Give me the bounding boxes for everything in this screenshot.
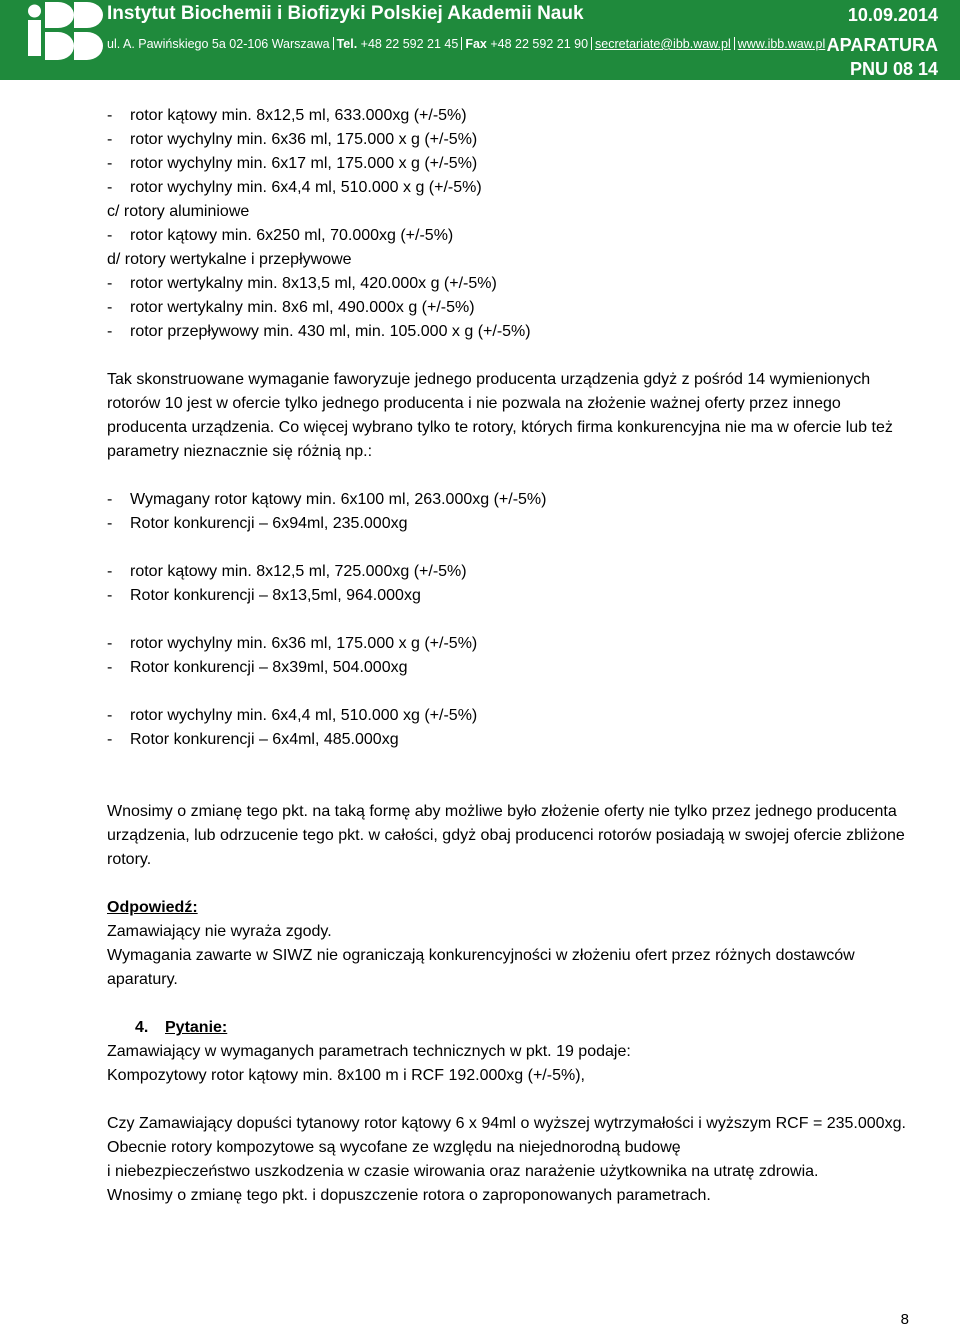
list-item: - rotor wertykalny min. 8x6 ml, 490.000x g (+/-5%) [107,299,475,316]
contact-line [107,37,825,51]
list-item: - rotor przepływowy min. 430 ml, min. 105.000 x g (+/-5%) [107,323,531,340]
separator [734,37,735,50]
section-heading-d: d/ rotory wertykalne i przepływowe [107,251,352,268]
list-item: - rotor kątowy min. 8x12,5 ml, 725.000xg (+/-5%) [107,563,467,580]
list-item: - rotor wertykalny min. 8x13,5 ml, 420.000x g (+/-5%) [107,275,497,292]
question-text: Obecnie rotory kompozytowe są wycofane ze względu na niejednorodną budowę [107,1139,681,1156]
list-item: - rotor wychylny min. 6x4,4 ml, 510.000 x g (+/-5%) [107,179,482,196]
address: ul. A. Pawińskiego 5a 02-106 Warszawa [107,37,330,51]
paragraph: Wnosimy o zmianę tego pkt. na taką formę aby możliwe było złożenie oferty nie tylko przez jednego producenta urządzenia, lub odrzucenie tego pkt. w całości, gdyż obaj producenci rotorów posiadają w swojej ofercie zbliżone rotory. [107,803,905,868]
answer-text: Zamawiający nie wyraża zgody. [107,923,332,940]
separator [591,37,592,50]
list-item: - rotor wychylny min. 6x4,4 ml, 510.000 xg (+/-5%) [107,707,478,724]
comparison-group [107,560,917,608]
list-item: - Wymagany rotor kątowy min. 6x100 ml, 263.000xg (+/-5%) [107,491,547,508]
question-text: Czy Zamawiający dopuści tytanowy rotor kątowy 6 x 94ml o wyższej wytrzymałości i wyższym RCF = 235.000xg. [107,1115,906,1132]
question-text: Wnosimy o zmianę tego pkt. i dopuszczenie rotora o zaproponowanych parametrach. [107,1187,711,1204]
comparison-group [107,632,917,680]
section-heading-c: c/ rotory aluminiowe [107,203,250,220]
separator [333,37,334,50]
header-meta [827,3,938,81]
question-label: Pytanie: [165,1019,228,1036]
fax-label: Fax [465,37,487,51]
list-item: - rotor wychylny min. 6x36 ml, 175.000 x g (+/-5%) [107,131,478,148]
ibb-logo-icon [28,2,104,60]
rotor-list-1 [107,104,917,200]
tel-label: Tel. [336,37,358,51]
question-text: Kompozytowy rotor kątowy min. 8x100 m i RCF 192.000xg (+/-5%), [107,1067,585,1084]
question-text: i niebezpieczeństwo uszkodzenia w czasie wirowania oraz narażenie użytkownika na utratę zdrowia. [107,1163,819,1180]
reference-number: PNU 08 14 [849,59,938,79]
document-body [107,104,917,1208]
email-link[interactable]: secretariate@ibb.waw.pl [595,37,731,51]
website-link[interactable]: www.ibb.waw.pl [737,37,826,51]
paragraph: Tak skonstruowane wymaganie faworyzuje jednego producenta urządzenia gdyż z pośród 14 wymienionych rotorów 10 jest w ofercie tylko jednego producenta i nie pozwala na złożenie ważnej oferty przez innego producenta urządzenia. Co więcej wybrano tylko te rotory, których firma konkurencyjna nie ma w ofercie lub też parametry nieznacznie się różnią np.: [107,371,893,460]
letterhead [0,0,960,80]
answer-label: Odpowiedź: [107,899,198,916]
fax-number: +48 22 592 21 90 [490,37,589,51]
list-item: - Rotor konkurencji – 8x39ml, 504.000xg [107,659,408,676]
list-item: - Rotor konkurencji – 6x94ml, 235.000xg [107,515,408,532]
question-heading [107,1016,917,1040]
list-item: - rotor kątowy min. 8x12,5 ml, 633.000xg (+/-5%) [107,107,467,124]
list-item: - rotor kątowy min. 6x250 ml, 70.000xg (+/-5%) [107,227,454,244]
list-item: - Rotor konkurencji – 6x4ml, 485.000xg [107,731,399,748]
comparison-group [107,704,917,752]
answer-text: Wymagania zawarte w SIWZ nie ograniczają konkurencyjności w złożeniu ofert przez różnych dostawców aparatury. [107,947,855,988]
list-item: - rotor wychylny min. 6x17 ml, 175.000 x g (+/-5%) [107,155,478,172]
question-text: Zamawiający w wymaganych parametrach technicznych w pkt. 19 podaje: [107,1043,631,1060]
tel-number: +48 22 592 21 45 [360,37,459,51]
separator [461,37,462,50]
institute-name: Instytut Biochemii i Biofizyki Polskiej Akademii Nauk [107,3,584,24]
page-number: 8 [900,1311,909,1328]
section-name: APARATURA [826,35,938,55]
question-number: 4. [135,1019,149,1036]
comparison-group [107,488,917,536]
document-date: 10.09.2014 [847,5,938,25]
list-item: - Rotor konkurencji – 8x13,5ml, 964.000xg [107,587,421,604]
list-item: - rotor wychylny min. 6x36 ml, 175.000 x g (+/-5%) [107,635,478,652]
